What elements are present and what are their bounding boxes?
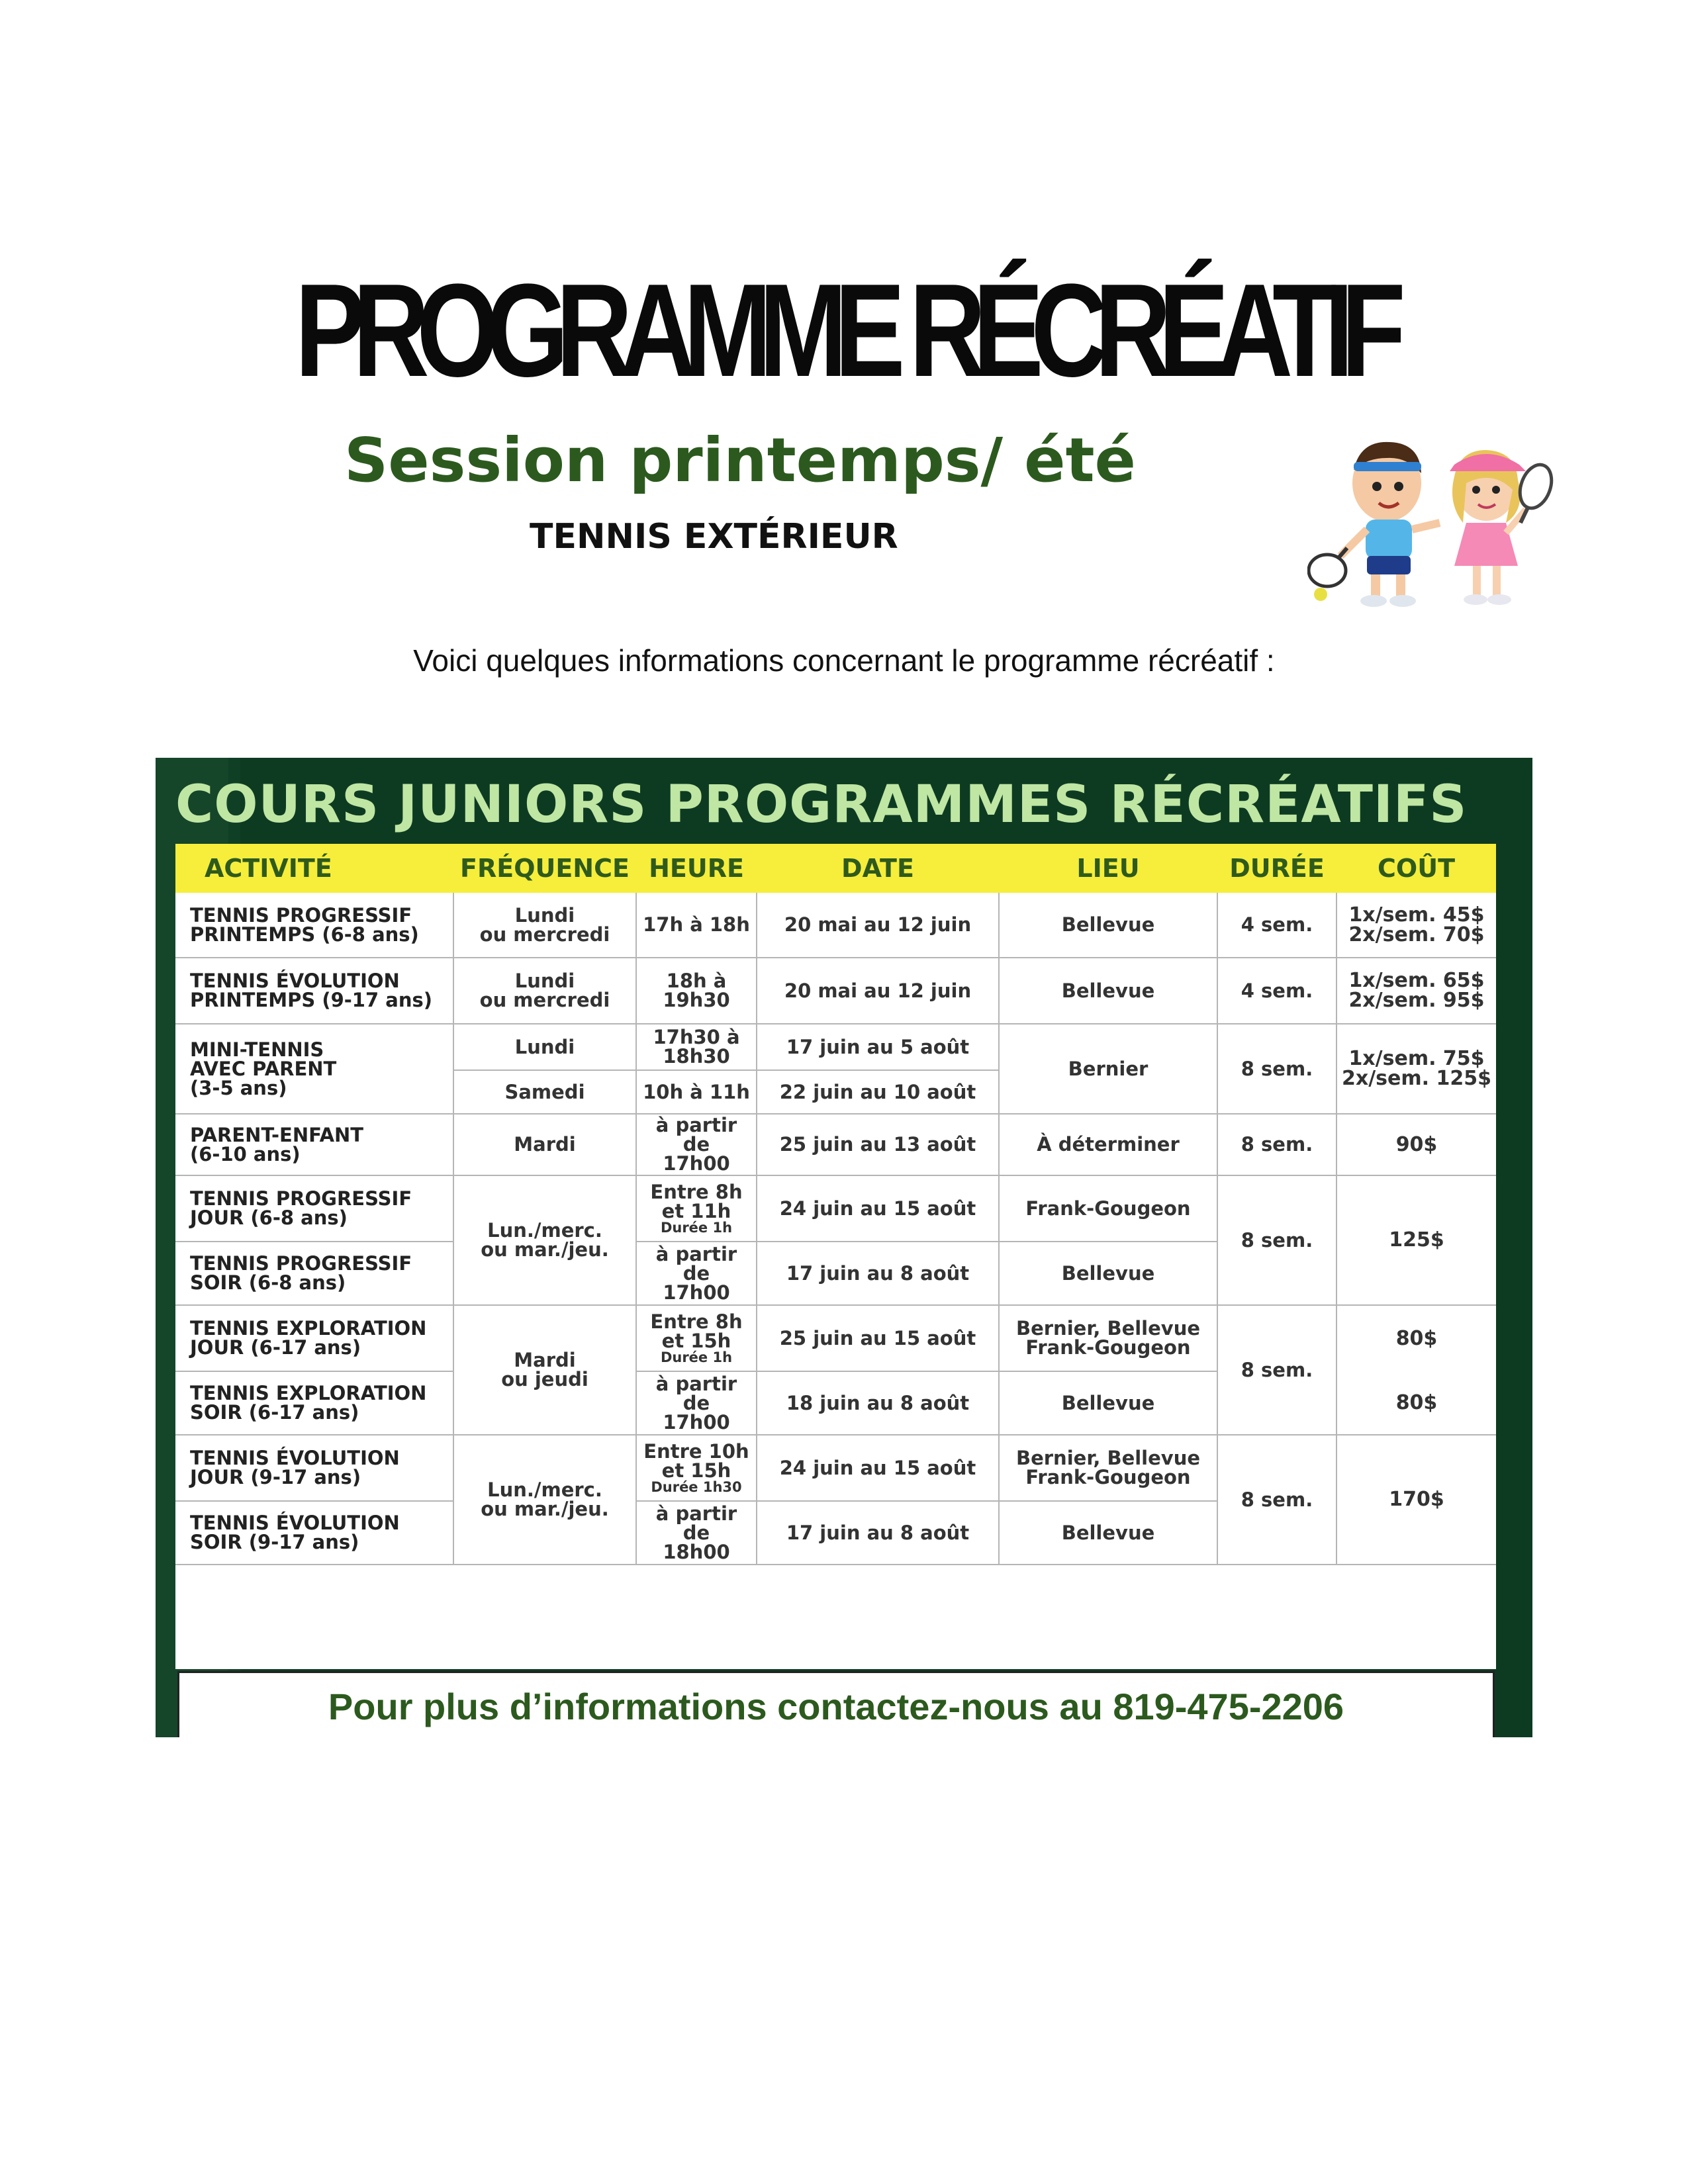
frequency-cell: Mardi ou jeudi [453,1305,636,1435]
time-cell: 17h à 18h [636,893,757,958]
frequency-cell: Mardi [453,1114,636,1175]
frequency-cell: Lun./merc. ou mar./jeu. [453,1435,636,1565]
activity-cell: TENNIS ÉVOLUTION JOUR (9-17 ans) [175,1435,453,1501]
table-header-row [175,844,1496,893]
duration-cell: 8 sem. [1217,1024,1336,1114]
schedule-table [175,844,1496,1565]
col-header-duree: DURÉE [1217,844,1336,893]
duration-cell: 4 sem. [1217,893,1336,958]
contact-box [177,1671,1495,1737]
place-cell: Bellevue [999,893,1217,958]
session-subtitle: Session printemps/ été [344,425,1136,496]
place-cell: Bellevue [999,958,1217,1024]
page-title: PROGRAMME RÉCRÉATIF [295,257,1393,404]
frequency-cell: Lundi ou mercredi [453,958,636,1024]
date-cell: 17 juin au 8 août [757,1501,999,1565]
place-cell: Bellevue [999,1501,1217,1565]
date-cell: 22 juin au 10 août [757,1070,999,1114]
date-cell: 25 juin au 13 août [757,1114,999,1175]
cost-cell: 1x/sem. 45$ 2x/sem. 70$ [1336,893,1496,958]
cost-cell: 80$ [1336,1305,1496,1371]
duration-cell: 4 sem. [1217,958,1336,1024]
date-cell: 25 juin au 15 août [757,1305,999,1371]
table-row [175,1175,1496,1242]
duration-cell: 8 sem. [1217,1435,1336,1565]
schedule-board [156,758,1532,1737]
col-header-cout: COÛT [1336,844,1496,893]
table-row [175,1114,1496,1175]
intro-text: Voici quelques informations concernant le programme récréatif : [413,643,1275,678]
time-cell: Entre 8h et 11h Durée 1h [636,1175,757,1242]
section-heading: TENNIS EXTÉRIEUR [530,517,898,557]
activity-cell: TENNIS PROGRESSIF SOIR (6-8 ans) [175,1242,453,1305]
tennis-kids-illustration [1307,424,1559,615]
frequency-cell: Lundi [453,1024,636,1070]
time-cell: à partir de 17h00 [636,1114,757,1175]
duration-cell: 8 sem. [1217,1175,1336,1305]
girl-player-icon [1450,450,1557,605]
cost-cell: 80$ [1336,1371,1496,1435]
time-cell: à partir de 18h00 [636,1501,757,1565]
time-cell: à partir de 17h00 [636,1242,757,1305]
date-cell: 17 juin au 8 août [757,1242,999,1305]
date-cell: 24 juin au 15 août [757,1435,999,1501]
duration-cell: 8 sem. [1217,1305,1336,1435]
col-header-heure: HEURE [636,844,757,893]
table-row [175,1305,1496,1371]
time-cell: 18h à 19h30 [636,958,757,1024]
place-cell: À déterminer [999,1114,1217,1175]
activity-cell: TENNIS ÉVOLUTION SOIR (9-17 ans) [175,1501,453,1565]
place-cell: Bernier [999,1024,1217,1114]
col-header-lieu: LIEU [999,844,1217,893]
cost-cell: 125$ [1336,1175,1496,1305]
board-title: COURS JUNIORS PROGRAMMES RÉCRÉATIFS [175,775,1468,835]
place-cell: Frank-Gougeon [999,1175,1217,1242]
boy-player-icon [1309,442,1440,607]
activity-cell: TENNIS PROGRESSIF PRINTEMPS (6-8 ans) [175,893,453,958]
date-cell: 17 juin au 5 août [757,1024,999,1070]
place-cell: Bernier, Bellevue Frank-Gougeon [999,1305,1217,1371]
place-cell: Bernier, Bellevue Frank-Gougeon [999,1435,1217,1501]
col-header-frequence: FRÉQUENCE [453,844,636,893]
frequency-cell: Lundi ou mercredi [453,893,636,958]
activity-cell: TENNIS PROGRESSIF JOUR (6-8 ans) [175,1175,453,1242]
time-cell: à partir de 17h00 [636,1371,757,1435]
table-row [175,893,1496,958]
date-cell: 20 mai au 12 juin [757,958,999,1024]
place-cell: Bellevue [999,1242,1217,1305]
duration-cell: 8 sem. [1217,1114,1336,1175]
time-cell: 17h30 à 18h30 [636,1024,757,1070]
date-cell: 18 juin au 8 août [757,1371,999,1435]
activity-cell: PARENT-ENFANT (6-10 ans) [175,1114,453,1175]
table-row [175,1435,1496,1501]
col-header-date: DATE [757,844,999,893]
col-header-activite: ACTIVITÉ [175,844,453,893]
frequency-cell: Lun./merc. ou mar./jeu. [453,1175,636,1305]
place-cell: Bellevue [999,1371,1217,1435]
contact-text: Pour plus d’informations contactez-nous au 819-475-2206 [328,1686,1344,1727]
date-cell: 20 mai au 12 juin [757,893,999,958]
activity-cell: TENNIS ÉVOLUTION PRINTEMPS (9-17 ans) [175,958,453,1024]
cost-cell: 90$ [1336,1114,1496,1175]
table-row [175,958,1496,1024]
time-cell: 10h à 11h [636,1070,757,1114]
cost-cell: 1x/sem. 65$ 2x/sem. 95$ [1336,958,1496,1024]
table-row [175,1024,1496,1070]
activity-cell: TENNIS EXPLORATION SOIR (6-17 ans) [175,1371,453,1435]
schedule-table-wrapper [175,844,1496,1669]
activity-cell: MINI-TENNIS AVEC PARENT (3-5 ans) [175,1024,453,1114]
frequency-cell: Samedi [453,1070,636,1114]
cost-cell: 170$ [1336,1435,1496,1565]
activity-cell: TENNIS EXPLORATION JOUR (6-17 ans) [175,1305,453,1371]
time-cell: Entre 10h et 15h Durée 1h30 [636,1435,757,1501]
cost-cell: 1x/sem. 75$ 2x/sem. 125$ [1336,1024,1496,1114]
date-cell: 24 juin au 15 août [757,1175,999,1242]
time-cell: Entre 8h et 15h Durée 1h [636,1305,757,1371]
